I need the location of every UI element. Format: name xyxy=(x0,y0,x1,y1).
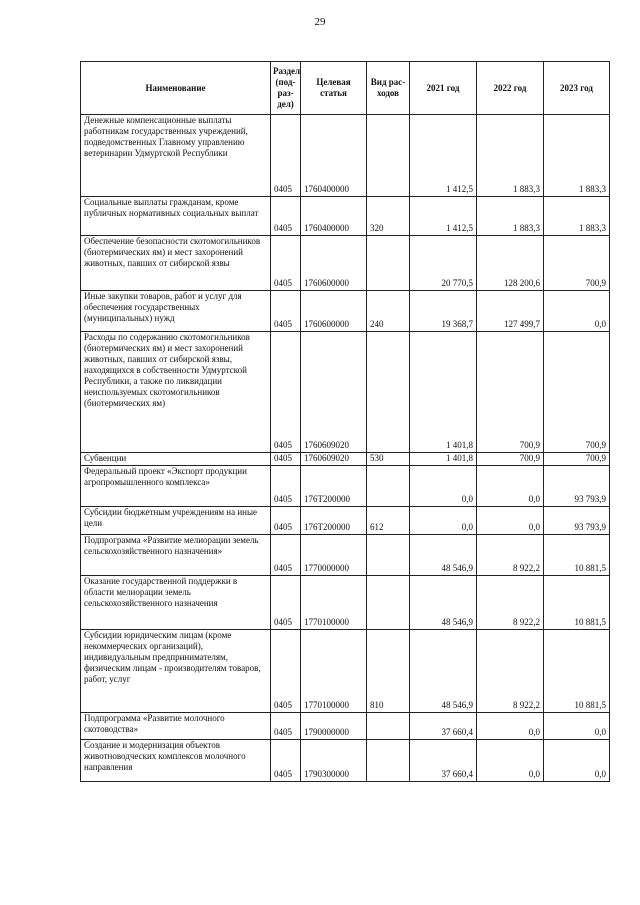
row-target: 1760609020 xyxy=(301,453,367,466)
row-2023: 0,0 xyxy=(544,713,610,740)
header-expense: Вид рас-ходов xyxy=(367,62,410,115)
row-expense xyxy=(367,535,410,576)
row-name: Расходы по содержанию скотомогильников (биотермических ям) и мест захоронений животных, павших от сибирской язвы, находящихся в собственности Удмуртской Республики, а также по ликвидации неиспользуемых скотомогильников (биотермических ям) xyxy=(81,332,271,453)
row-2023: 0,0 xyxy=(544,740,610,782)
row-2021: 48 546,9 xyxy=(410,576,477,630)
header-2021: 2021 год xyxy=(410,62,477,115)
row-2023: 10 881,5 xyxy=(544,535,610,576)
row-target: 176T200000 xyxy=(301,466,367,507)
row-2021: 0,0 xyxy=(410,466,477,507)
row-2022: 700,9 xyxy=(477,453,544,466)
row-2022: 128 200,6 xyxy=(477,236,544,291)
row-expense: 240 xyxy=(367,291,410,332)
table-row xyxy=(81,740,610,782)
row-2022: 1 883,3 xyxy=(477,115,544,197)
row-2022: 8 922,2 xyxy=(477,630,544,713)
row-section: 0405 xyxy=(271,466,301,507)
row-2021: 1 412,5 xyxy=(410,115,477,197)
row-expense: 530 xyxy=(367,453,410,466)
table-row xyxy=(81,332,610,453)
row-name: Социальные выплаты гражданам, кроме публичных нормативных социальных выплат xyxy=(81,197,271,236)
row-target: 1770100000 xyxy=(301,630,367,713)
page-number: 29 xyxy=(314,16,326,28)
row-section: 0405 xyxy=(271,507,301,535)
header-target: Целевая статья xyxy=(301,62,367,115)
header-section: Раздел (под-раз-дел) xyxy=(271,62,301,115)
header-row xyxy=(81,62,610,115)
row-2022: 8 922,2 xyxy=(477,576,544,630)
table-row xyxy=(81,630,610,713)
row-expense: 320 xyxy=(367,197,410,236)
row-2022: 700,9 xyxy=(477,332,544,453)
row-name: Субсидии юридическим лицам (кроме некоммерческих организаций), индивидуальным предпринимателям, физическим лицам - производителям товаров, работ, услуг xyxy=(81,630,271,713)
row-2022: 8 922,2 xyxy=(477,535,544,576)
table-row xyxy=(81,466,610,507)
row-target: 1760400000 xyxy=(301,197,367,236)
row-expense xyxy=(367,236,410,291)
row-section: 0405 xyxy=(271,713,301,740)
row-expense xyxy=(367,576,410,630)
row-target: 1760609020 xyxy=(301,332,367,453)
table-row xyxy=(81,291,610,332)
row-section: 0405 xyxy=(271,740,301,782)
row-section: 0405 xyxy=(271,630,301,713)
row-name: Субвенции xyxy=(81,453,271,466)
row-section: 0405 xyxy=(271,197,301,236)
row-2022: 0,0 xyxy=(477,466,544,507)
row-section: 0405 xyxy=(271,576,301,630)
row-2023: 1 883,3 xyxy=(544,115,610,197)
table-row xyxy=(81,576,610,630)
header-2023: 2023 год xyxy=(544,62,610,115)
row-2022: 0,0 xyxy=(477,740,544,782)
row-2021: 0,0 xyxy=(410,507,477,535)
table-row xyxy=(81,197,610,236)
row-name: Федеральный проект «Экспорт продукции агропромышленного комплекса» xyxy=(81,466,271,507)
row-name: Денежные компенсационные выплаты работникам государственных учреждений, подведомственных Главному управлению ветеринарии Удмуртской Республики xyxy=(81,115,271,197)
table-row xyxy=(81,535,610,576)
row-2022: 0,0 xyxy=(477,507,544,535)
budget-table xyxy=(80,61,610,782)
header-name: Наименование xyxy=(81,62,271,115)
row-2021: 48 546,9 xyxy=(410,535,477,576)
row-2021: 19 368,7 xyxy=(410,291,477,332)
row-target: 1770000000 xyxy=(301,535,367,576)
row-2021: 20 770,5 xyxy=(410,236,477,291)
row-expense: 612 xyxy=(367,507,410,535)
row-section: 0405 xyxy=(271,115,301,197)
row-2023: 10 881,5 xyxy=(544,630,610,713)
row-name: Оказание государственной поддержки в области мелиорации земель сельскохозяйственного назначения xyxy=(81,576,271,630)
row-section: 0405 xyxy=(271,236,301,291)
row-section: 0405 xyxy=(271,332,301,453)
row-2023: 700,9 xyxy=(544,236,610,291)
row-2023: 700,9 xyxy=(544,332,610,453)
row-target: 1770100000 xyxy=(301,576,367,630)
row-2022: 0,0 xyxy=(477,713,544,740)
row-2021: 1 412,5 xyxy=(410,197,477,236)
row-2021: 1 401,8 xyxy=(410,332,477,453)
row-expense xyxy=(367,466,410,507)
row-name: Иные закупки товаров, работ и услуг для обеспечения государственных (муниципальных) нужд xyxy=(81,291,271,332)
row-expense xyxy=(367,740,410,782)
table-row xyxy=(81,507,610,535)
row-section: 0405 xyxy=(271,535,301,576)
row-section: 0405 xyxy=(271,291,301,332)
row-2023: 93 793,9 xyxy=(544,466,610,507)
row-target: 1760600000 xyxy=(301,236,367,291)
row-expense xyxy=(367,115,410,197)
row-target: 1760400000 xyxy=(301,115,367,197)
row-2021: 37 660,4 xyxy=(410,713,477,740)
row-name: Подпрограмма «Развитие молочного скотоводства» xyxy=(81,713,271,740)
header-2022: 2022 год xyxy=(477,62,544,115)
table-row xyxy=(81,713,610,740)
row-section: 0405 xyxy=(271,453,301,466)
row-2022: 1 883,3 xyxy=(477,197,544,236)
row-2021: 37 660,4 xyxy=(410,740,477,782)
row-target: 1790000000 xyxy=(301,713,367,740)
row-2023: 93 793,9 xyxy=(544,507,610,535)
row-target: 1790300000 xyxy=(301,740,367,782)
row-name: Обеспечение безопасности скотомогильников (биотермических ям) и мест захоронений животных, павших от сибирской язвы xyxy=(81,236,271,291)
row-2023: 1 883,3 xyxy=(544,197,610,236)
row-2022: 127 499,7 xyxy=(477,291,544,332)
table-row xyxy=(81,115,610,197)
row-2021: 48 546,9 xyxy=(410,630,477,713)
row-target: 176T200000 xyxy=(301,507,367,535)
row-2023: 0,0 xyxy=(544,291,610,332)
row-2023: 700,9 xyxy=(544,453,610,466)
row-expense xyxy=(367,332,410,453)
row-expense: 810 xyxy=(367,630,410,713)
table-row xyxy=(81,236,610,291)
row-2023: 10 881,5 xyxy=(544,576,610,630)
row-target: 1760600000 xyxy=(301,291,367,332)
row-name: Подпрограмма «Развитие мелиорации земель сельскохозяйственного назначения» xyxy=(81,535,271,576)
row-2021: 1 401,8 xyxy=(410,453,477,466)
row-expense xyxy=(367,713,410,740)
row-name: Субсидии бюджетным учреждениям на иные цели xyxy=(81,507,271,535)
table-row xyxy=(81,453,610,466)
row-name: Создание и модернизация объектов животноводческих комплексов молочного направления xyxy=(81,740,271,782)
